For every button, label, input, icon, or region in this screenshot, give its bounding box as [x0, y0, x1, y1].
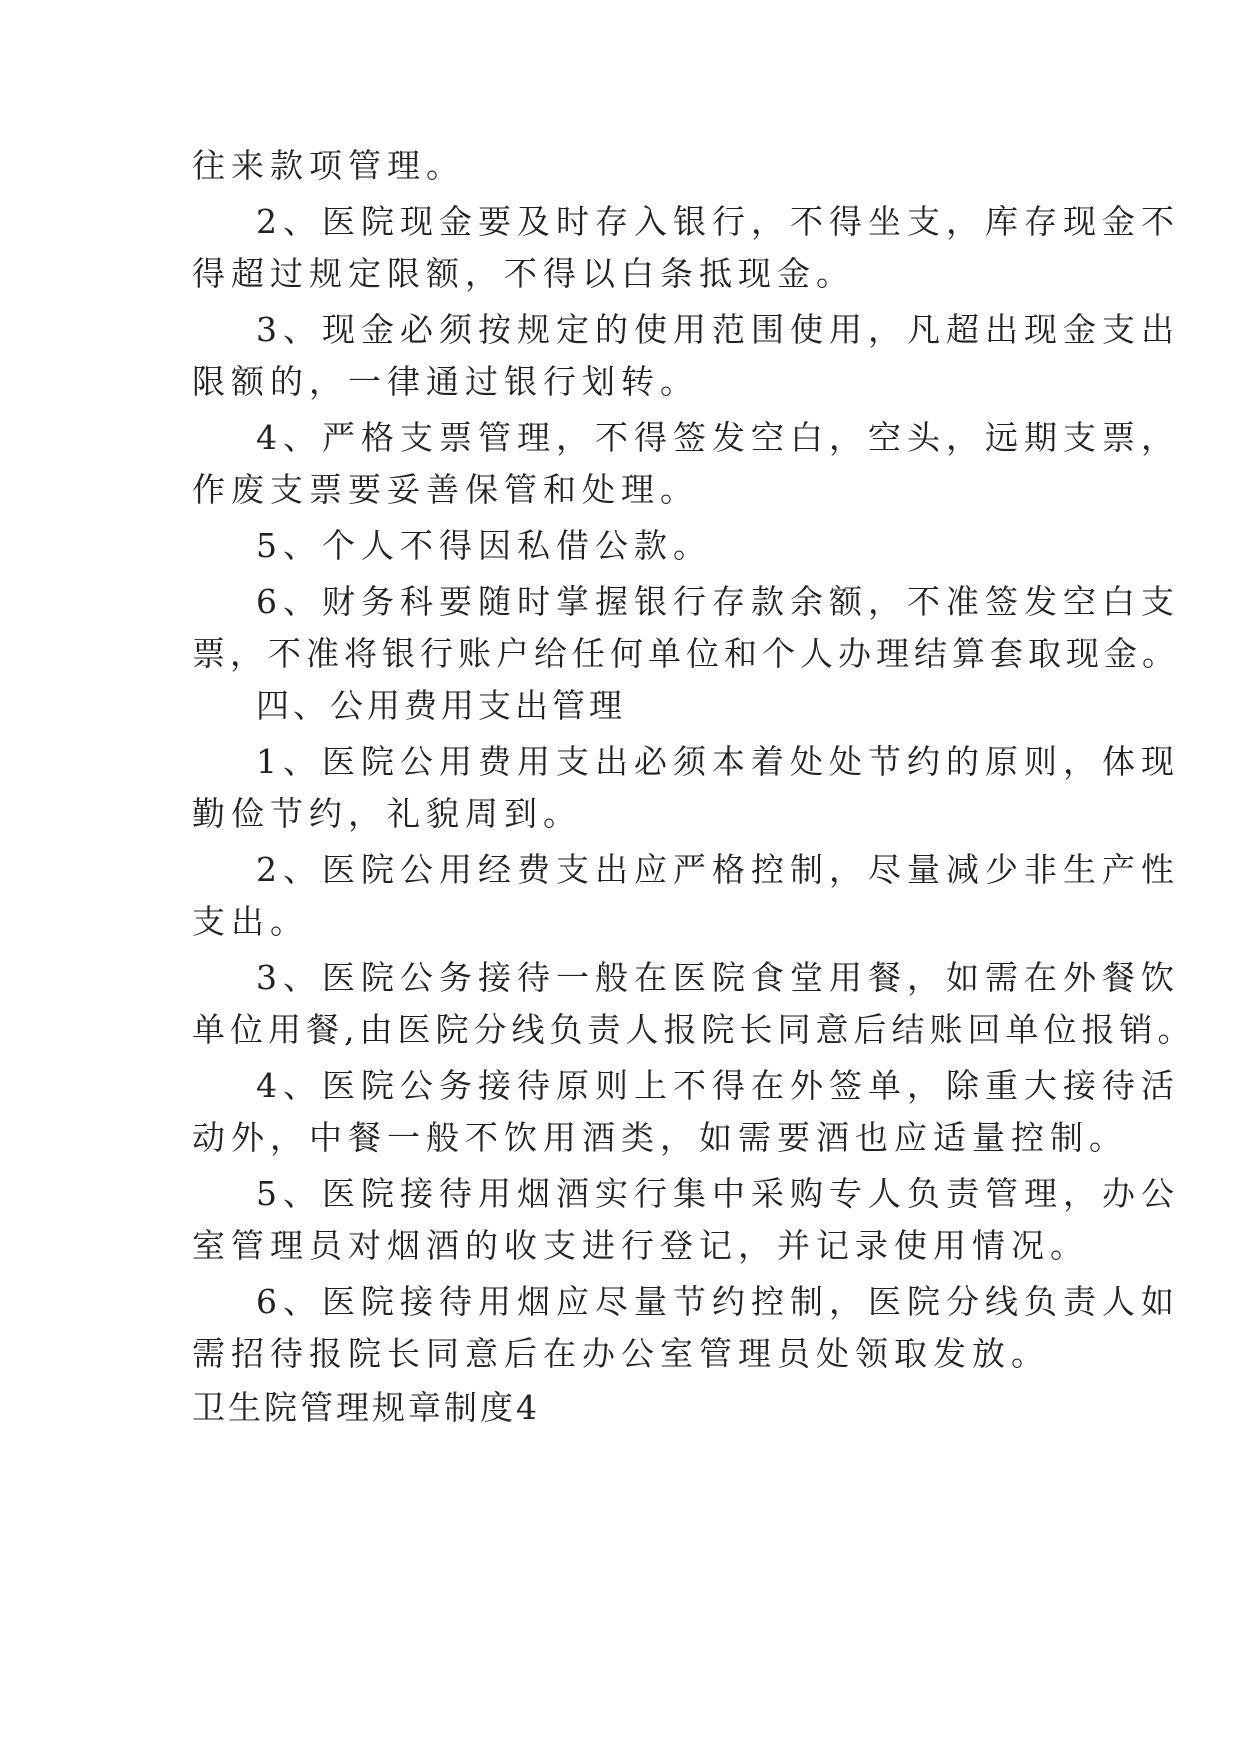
text-line-13: 勤俭节约，礼貌周到。	[192, 794, 582, 833]
text-line-8: 5、个人不得因私借公款。	[256, 526, 712, 565]
text-line-19: 动外，中餐一般不饮用酒类，如需要酒也应适量控制。	[192, 1118, 1128, 1157]
next-section-title: 卫生院管理规章制度4	[192, 1388, 540, 1427]
text-line-23: 需招待报院长同意后在办公室管理员处领取发放。	[192, 1334, 1050, 1373]
text-line-10: 票，不准将银行账户给任何单位和个人办理结算套取现金。	[192, 634, 1180, 673]
text-line-21: 室管理员对烟酒的收支进行登记，并记录使用情况。	[192, 1226, 1089, 1265]
text-line-9: 6、财务科要随时掌握银行存款余额，不准签发空白支	[256, 582, 1180, 621]
text-line-17: 单位用餐,由医院分线负责人报院长同意后结账回单位报销。	[192, 1010, 1196, 1049]
text-line-1: 往来款项管理。	[192, 146, 465, 185]
text-line-6: 4、严格支票管理，不得签发空白，空头，远期支票，	[256, 418, 1180, 457]
text-line-7: 作废支票要妥善保管和处理。	[192, 470, 699, 509]
text-line-20: 5、医院接待用烟酒实行集中采购专人负责管理，办公	[256, 1174, 1180, 1213]
text-line-3: 得超过规定限额，不得以白条抵现金。	[192, 254, 855, 293]
text-line-5: 限额的，一律通过银行划转。	[192, 362, 699, 401]
text-line-16: 3、医院公务接待一般在医院食堂用餐，如需在外餐饮	[256, 958, 1180, 997]
text-line-2: 2、医院现金要及时存入银行，不得坐支，库存现金不	[256, 202, 1180, 241]
text-line-18: 4、医院公务接待原则上不得在外签单，除重大接待活	[256, 1066, 1180, 1105]
text-line-14: 2、医院公用经费支出应严格控制，尽量减少非生产性	[256, 850, 1180, 889]
text-line-15: 支出。	[192, 902, 309, 941]
text-line-22: 6、医院接待用烟应尽量节约控制，医院分线负责人如	[256, 1282, 1180, 1321]
text-line-4: 3、现金必须按规定的使用范围使用，凡超出现金支出	[256, 310, 1180, 349]
section-heading: 四、公用费用支出管理	[256, 686, 626, 725]
text-line-12: 1、医院公用费用支出必须本着处处节约的原则，体现	[256, 742, 1180, 781]
